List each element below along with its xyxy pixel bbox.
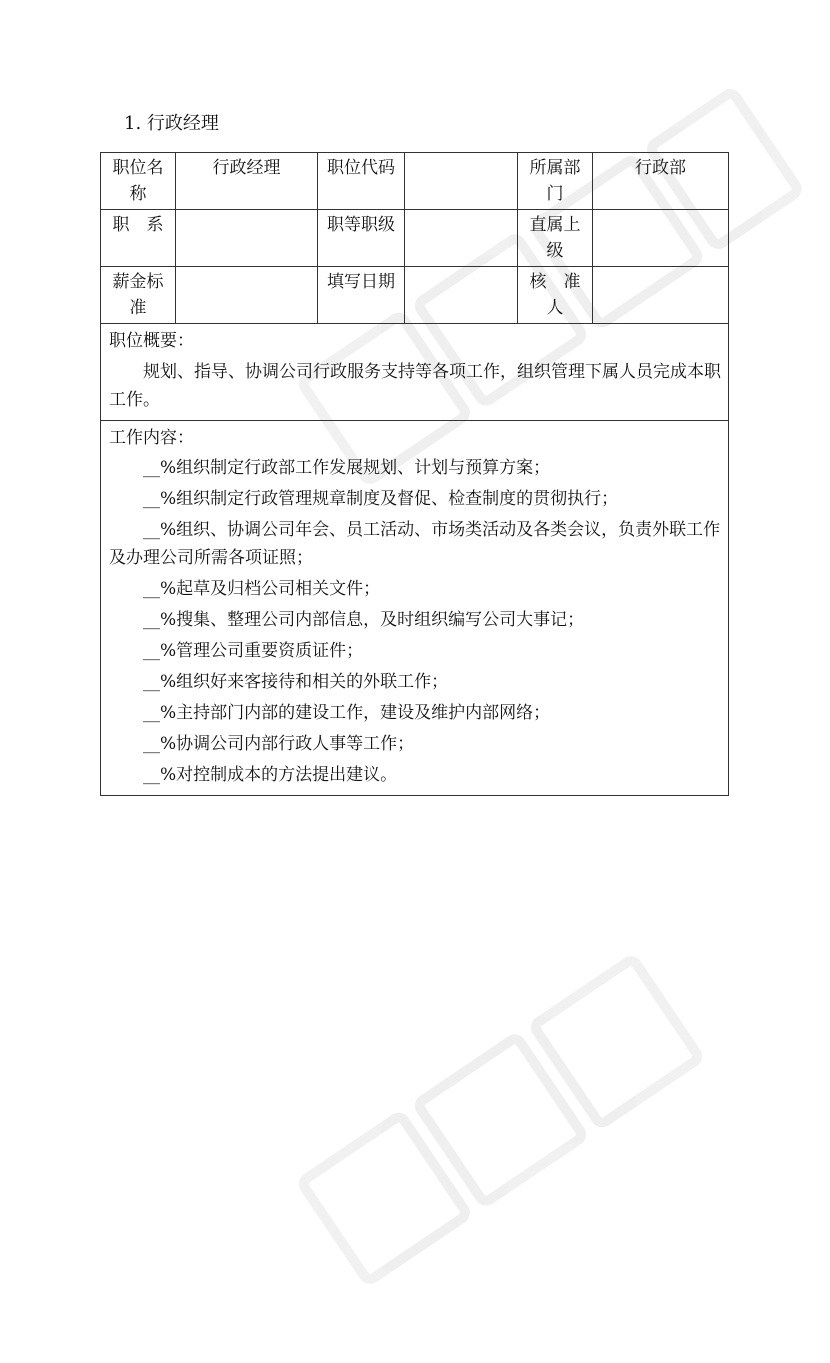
summary-text: 规划、指导、协调公司行政服务支持等各项工作，组织管理下属人员完成本职工作。 (109, 362, 721, 410)
duty-item: __%搜集、整理公司内部信息，及时组织编写公司大事记； (143, 610, 585, 630)
job-description-table (100, 152, 729, 796)
duty-item: __%协调公司内部行政人事等工作； (143, 734, 415, 754)
value-position-name: 行政经理 (176, 153, 318, 210)
duty-item: __%管理公司重要资质证件； (143, 641, 364, 661)
value-job-grade (405, 210, 518, 267)
duty-item: __%组织好来客接待和相关的外联工作； (143, 672, 449, 692)
label-direct-supervisor: 直属上级 (518, 210, 593, 267)
label-approver: 核 准 人 (518, 267, 593, 324)
duty-item: __%主持部门内部的建设工作，建设及维护内部网络； (143, 703, 551, 723)
duty-item: __%组织制定行政部工作发展规划、计划与预算方案； (143, 458, 551, 478)
duty-item: __%对控制成本的方法提出建议。 (143, 765, 398, 785)
duty-item: __%组织制定行政管理规章制度及督促、检查制度的贯彻执行； (143, 489, 619, 509)
value-fill-date (405, 267, 518, 324)
table-row (101, 153, 729, 210)
duty-item: __%起草及归档公司相关文件； (143, 579, 381, 599)
value-direct-supervisor (593, 210, 729, 267)
label-fill-date: 填写日期 (318, 267, 405, 324)
duties-cell (101, 421, 729, 796)
value-job-family (176, 210, 318, 267)
duties-heading: 工作内容： (109, 428, 194, 448)
summary-cell (101, 324, 729, 421)
watermark-graphic-bottom (272, 857, 830, 1363)
value-department: 行政部 (593, 153, 729, 210)
label-department: 所属部门 (518, 153, 593, 210)
value-salary-standard (176, 267, 318, 324)
summary-row (101, 324, 729, 421)
table-row (101, 210, 729, 267)
value-approver (593, 267, 729, 324)
label-salary-standard: 薪金标准 (101, 267, 176, 324)
label-job-grade: 职等职级 (318, 210, 405, 267)
duties-row (101, 421, 729, 796)
duty-item: __%组织、协调公司年会、员工活动、市场类活动及各类会议，负责外联工作及办理公司所需各项证照； (109, 520, 721, 568)
label-position-code: 职位代码 (318, 153, 405, 210)
value-position-code (405, 153, 518, 210)
section-title: 1. 行政经理 (124, 113, 219, 134)
label-job-family: 职 系 (101, 210, 176, 267)
summary-heading: 职位概要： (109, 331, 194, 351)
table-row (101, 267, 729, 324)
label-position-name: 职位名称 (101, 153, 176, 210)
